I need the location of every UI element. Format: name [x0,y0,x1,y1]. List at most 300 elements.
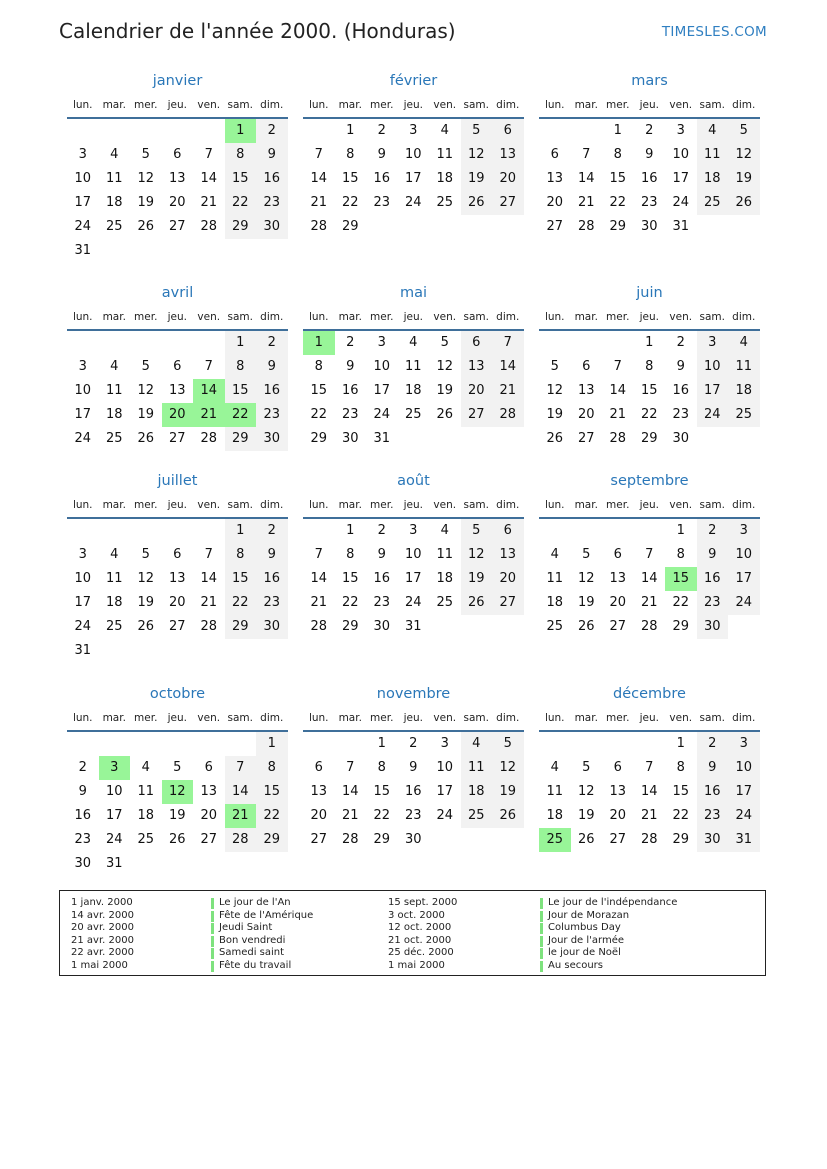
day-cell: 19 [461,567,493,591]
weekday-header: ven. [197,311,221,323]
day-cell: 22 [640,407,658,422]
month-name: avril [161,285,194,301]
day-cell: 18 [546,595,564,610]
holiday-day-cell: 15 [665,567,697,591]
day-cell: 27 [310,832,328,847]
day-cell: 19 [577,808,595,823]
day-cell: 4 [440,123,449,138]
day-cell: 17 [404,171,422,186]
day-cell: 25 [546,619,564,634]
day-cell: 7 [204,547,213,562]
day-cell: 1 [256,732,288,756]
day-cell: 30 [341,431,359,446]
day-cell: 17 [74,195,92,210]
day-cell: 24 [728,804,760,828]
day-cell: 5 [492,732,524,756]
day-cell: 24 [105,832,123,847]
day-cell: 9 [346,359,355,374]
day-cell: 10 [436,760,454,775]
day-cell: 30 [74,856,92,871]
day-cell: 21 [310,195,328,210]
day-cell: 10 [404,147,422,162]
day-cell: 14 [341,784,359,799]
day-cell: 22 [341,195,359,210]
day-cell: 5 [173,760,182,775]
weekday-header: lun. [308,499,329,511]
legend-date: 1 mai 2000 [71,960,128,971]
day-cell: 19 [492,780,524,804]
day-cell: 6 [204,760,213,775]
day-cell: 30 [640,219,658,234]
day-cell: 22 [256,804,288,828]
day-cell: 11 [404,359,422,374]
day-cell: 2 [256,119,288,143]
day-cell: 12 [461,143,493,167]
day-cell: 11 [728,355,760,379]
day-cell: 19 [461,167,493,191]
holiday-day-cell: 21 [225,804,257,828]
day-cell: 10 [728,756,760,780]
day-cell: 8 [346,147,355,162]
legend-date: 22 avr. 2000 [71,947,134,959]
day-cell: 14 [640,784,658,799]
weekday-header: lun. [72,712,93,724]
weekday-header: ven. [669,499,693,511]
day-cell: 12 [461,543,493,567]
day-cell: 23 [256,403,288,427]
day-cell: 24 [728,591,760,615]
day-cell: 2 [377,523,386,538]
day-cell: 25 [105,431,123,446]
day-cell: 5 [582,760,591,775]
day-cell: 14 [200,171,218,186]
day-cell: 1 [676,523,685,538]
page-title: Calendrier de l'année 2000. (Honduras) [59,19,456,43]
weekday-header: mer. [134,311,158,323]
holiday-day-cell: 22 [225,403,257,427]
day-cell: 3 [409,523,418,538]
day-cell: 14 [310,171,328,186]
day-cell: 16 [640,171,658,186]
day-cell: 18 [105,195,123,210]
weekday-header: jeu. [403,712,423,724]
legend-date: 21 avr. 2000 [71,934,134,946]
day-cell: 7 [492,331,524,355]
weekday-header: dim. [732,499,756,511]
day-cell: 27 [492,191,524,215]
day-cell: 10 [728,543,760,567]
holiday-day-cell: 14 [193,379,225,403]
day-cell: 21 [609,407,627,422]
day-cell: 13 [461,355,493,379]
day-cell: 31 [74,243,92,258]
day-cell: 29 [341,619,359,634]
day-cell: 26 [436,407,454,422]
day-cell: 8 [225,543,257,567]
header-divider [67,730,288,732]
weekday-header: mer. [606,99,630,111]
weekday-header: ven. [197,99,221,111]
day-cell: 11 [546,571,564,586]
day-cell: 25 [728,403,760,427]
day-cell: 17 [404,571,422,586]
weekday-header: mer. [370,99,394,111]
day-cell: 15 [225,379,257,403]
day-cell: 29 [373,832,391,847]
day-cell: 29 [225,427,257,451]
weekday-header: dim. [496,311,520,323]
day-cell: 16 [697,567,729,591]
day-cell: 18 [461,780,493,804]
day-cell: 12 [137,171,155,186]
day-cell: 13 [546,171,564,186]
day-cell: 9 [697,756,729,780]
weekday-header: jeu. [403,499,423,511]
day-cell: 21 [341,808,359,823]
day-cell: 8 [676,760,685,775]
weekday-header: mar. [338,712,362,724]
day-cell: 22 [225,591,257,615]
site-link[interactable]: TIMESLES.COM [661,24,767,40]
day-cell: 10 [672,147,690,162]
day-cell: 21 [200,595,218,610]
day-cell: 3 [728,519,760,543]
day-cell: 17 [728,780,760,804]
day-cell: 20 [492,567,524,591]
day-cell: 12 [577,784,595,799]
weekday-header: ven. [433,712,457,724]
day-cell: 22 [310,407,328,422]
day-cell: 13 [200,784,218,799]
day-cell: 15 [609,171,627,186]
legend-holiday-name: Columbus Day [548,922,621,934]
day-cell: 10 [105,784,123,799]
day-cell: 31 [105,856,123,871]
day-cell: 6 [582,359,591,374]
legend-date: 3 oct. 2000 [388,909,445,921]
month-name: novembre [376,686,451,702]
day-cell: 24 [672,195,690,210]
day-cell: 26 [137,219,155,234]
day-cell: 6 [492,119,524,143]
day-cell: 7 [225,756,257,780]
weekday-header: jeu. [639,99,659,111]
day-cell: 1 [645,335,654,350]
day-cell: 27 [168,431,186,446]
day-cell: 19 [137,407,155,422]
day-cell: 3 [676,123,685,138]
day-cell: 29 [672,619,690,634]
day-cell: 4 [550,760,559,775]
day-cell: 23 [373,595,391,610]
day-cell: 23 [672,407,690,422]
day-cell: 15 [640,383,658,398]
weekday-header: ven. [197,499,221,511]
day-cell: 8 [645,359,654,374]
day-cell: 18 [105,407,123,422]
day-cell: 7 [204,359,213,374]
day-cell: 6 [314,760,323,775]
month-name: septembre [610,473,689,489]
day-cell: 7 [645,760,654,775]
day-cell: 24 [373,407,391,422]
day-cell: 15 [256,780,288,804]
day-cell: 31 [728,828,760,852]
day-cell: 8 [314,359,323,374]
day-cell: 30 [373,619,391,634]
day-cell: 9 [377,547,386,562]
weekday-header: lun. [72,311,93,323]
day-cell: 8 [256,756,288,780]
day-cell: 28 [310,619,328,634]
day-cell: 12 [728,143,760,167]
weekday-header: ven. [433,311,457,323]
legend-date: 14 avr. 2000 [71,909,134,921]
day-cell: 30 [697,828,729,852]
legend-date: 21 oct. 2000 [388,934,452,946]
legend-holiday-name: Bon vendredi [219,934,286,946]
weekday-header: ven. [197,712,221,724]
day-cell: 14 [225,780,257,804]
weekday-header: sam. [463,311,489,323]
day-cell: 28 [310,219,328,234]
day-cell: 4 [110,547,119,562]
day-cell: 26 [546,431,564,446]
legend-holiday-name: Le jour de l'indépendance [548,897,678,908]
day-cell: 15 [373,784,391,799]
day-cell: 6 [613,547,622,562]
day-cell: 7 [314,547,323,562]
day-cell: 27 [577,431,595,446]
day-cell: 25 [137,832,155,847]
day-cell: 9 [697,543,729,567]
day-cell: 5 [440,335,449,350]
day-cell: 31 [672,219,690,234]
day-cell: 11 [105,383,123,398]
day-cell: 14 [200,571,218,586]
day-cell: 18 [436,171,454,186]
day-cell: 26 [728,191,760,215]
day-cell: 23 [373,195,391,210]
day-cell: 6 [613,760,622,775]
day-cell: 3 [440,736,449,751]
day-cell: 8 [225,143,257,167]
month-name: mai [399,285,428,301]
weekday-header: lun. [72,99,93,111]
day-cell: 13 [577,383,595,398]
day-cell: 29 [225,615,257,639]
weekday-header: dim. [260,712,284,724]
day-cell: 5 [141,547,150,562]
weekday-header: mar. [338,499,362,511]
day-cell: 28 [492,403,524,427]
day-cell: 9 [409,760,418,775]
day-cell: 16 [256,567,288,591]
day-cell: 11 [436,147,454,162]
day-cell: 19 [728,167,760,191]
weekday-header: mer. [134,99,158,111]
weekday-header: dim. [260,99,284,111]
day-cell: 15 [341,171,359,186]
day-cell: 5 [550,359,559,374]
day-cell: 5 [461,119,493,143]
weekday-header: sam. [227,311,253,323]
day-cell: 7 [645,547,654,562]
day-cell: 17 [672,171,690,186]
day-cell: 16 [697,780,729,804]
weekday-header: mar. [338,311,362,323]
legend-holiday-name: Fête de l'Amérique [219,909,314,921]
day-cell: 27 [461,403,493,427]
day-cell: 27 [200,832,218,847]
day-cell: 13 [168,383,186,398]
weekday-header: mar. [574,99,598,111]
weekday-header: mer. [606,499,630,511]
day-cell: 17 [373,383,391,398]
day-cell: 24 [74,219,92,234]
day-cell: 19 [168,808,186,823]
day-cell: 8 [676,547,685,562]
weekday-header: mar. [102,99,126,111]
month-name: juin [636,285,663,301]
day-cell: 20 [609,808,627,823]
legend-marker [540,911,543,922]
weekday-header: sam. [463,712,489,724]
day-cell: 11 [461,756,493,780]
weekday-header: sam. [699,99,725,111]
holiday-day-cell: 1 [225,119,257,143]
day-cell: 29 [640,431,658,446]
weekday-header: lun. [308,712,329,724]
day-cell: 19 [546,407,564,422]
day-cell: 20 [609,595,627,610]
legend-holiday-name: Le jour de l'An [219,897,291,908]
day-cell: 18 [137,808,155,823]
day-cell: 29 [225,215,257,239]
day-cell: 3 [78,147,87,162]
weekday-header: mer. [134,499,158,511]
day-cell: 21 [640,808,658,823]
day-cell: 2 [78,760,87,775]
day-cell: 5 [728,119,760,143]
weekday-header: sam. [699,712,725,724]
day-cell: 24 [697,403,729,427]
day-cell: 12 [577,571,595,586]
day-cell: 2 [256,331,288,355]
day-cell: 13 [492,543,524,567]
day-cell: 9 [256,543,288,567]
weekday-header: dim. [732,311,756,323]
day-cell: 1 [225,519,257,543]
legend-holiday-name: Jour de Morazan [548,909,630,921]
day-cell: 23 [697,804,729,828]
day-cell: 17 [436,784,454,799]
day-cell: 8 [377,760,386,775]
day-cell: 31 [373,431,391,446]
day-cell: 29 [256,828,288,852]
day-cell: 28 [640,619,658,634]
legend-holiday-name: Au secours [548,960,603,971]
day-cell: 11 [105,571,123,586]
weekday-header: mar. [102,712,126,724]
day-cell: 24 [436,808,454,823]
legend-holiday-name: Fête du travail [219,960,292,971]
legend-marker [540,936,543,947]
day-cell: 29 [609,219,627,234]
day-cell: 14 [577,171,595,186]
day-cell: 27 [168,219,186,234]
weekday-header: dim. [496,499,520,511]
day-cell: 28 [200,431,218,446]
day-cell: 15 [225,567,257,591]
day-cell: 7 [346,760,355,775]
day-cell: 27 [492,591,524,615]
day-cell: 10 [373,359,391,374]
day-cell: 9 [676,359,685,374]
day-cell: 6 [173,147,182,162]
day-cell: 18 [728,379,760,403]
legend-holiday-name: Samedi saint [219,947,285,959]
day-cell: 9 [645,147,654,162]
weekday-header: sam. [227,499,253,511]
weekday-header: lun. [544,712,565,724]
day-cell: 8 [346,547,355,562]
day-cell: 22 [672,595,690,610]
day-cell: 7 [204,147,213,162]
day-cell: 18 [105,595,123,610]
month-name: mars [631,73,668,89]
day-cell: 12 [546,383,564,398]
legend-marker [540,948,543,959]
day-cell: 30 [256,427,288,451]
day-cell: 15 [225,167,257,191]
day-cell: 1 [346,523,355,538]
day-cell: 13 [310,784,328,799]
weekday-header: mar. [338,99,362,111]
day-cell: 14 [609,383,627,398]
day-cell: 26 [461,591,493,615]
day-cell: 3 [697,331,729,355]
day-cell: 4 [461,732,493,756]
day-cell: 20 [546,195,564,210]
day-cell: 7 [613,359,622,374]
month-name: février [389,73,438,89]
weekday-header: jeu. [403,99,423,111]
day-cell: 7 [582,147,591,162]
day-cell: 5 [141,359,150,374]
day-cell: 18 [404,383,422,398]
day-cell: 6 [173,359,182,374]
day-cell: 24 [404,595,422,610]
weekday-header: sam. [699,311,725,323]
weekday-header: mer. [370,712,394,724]
legend-marker [211,936,214,947]
day-cell: 22 [609,195,627,210]
weekday-header: lun. [308,99,329,111]
month-name: juillet [157,473,198,489]
day-cell: 21 [200,195,218,210]
day-cell: 13 [492,143,524,167]
day-cell: 19 [436,383,454,398]
legend-marker [211,961,214,972]
day-cell: 1 [346,123,355,138]
day-cell: 9 [78,784,87,799]
day-cell: 25 [105,619,123,634]
day-cell: 19 [137,595,155,610]
day-cell: 26 [137,431,155,446]
weekday-header: lun. [544,311,565,323]
day-cell: 28 [341,832,359,847]
